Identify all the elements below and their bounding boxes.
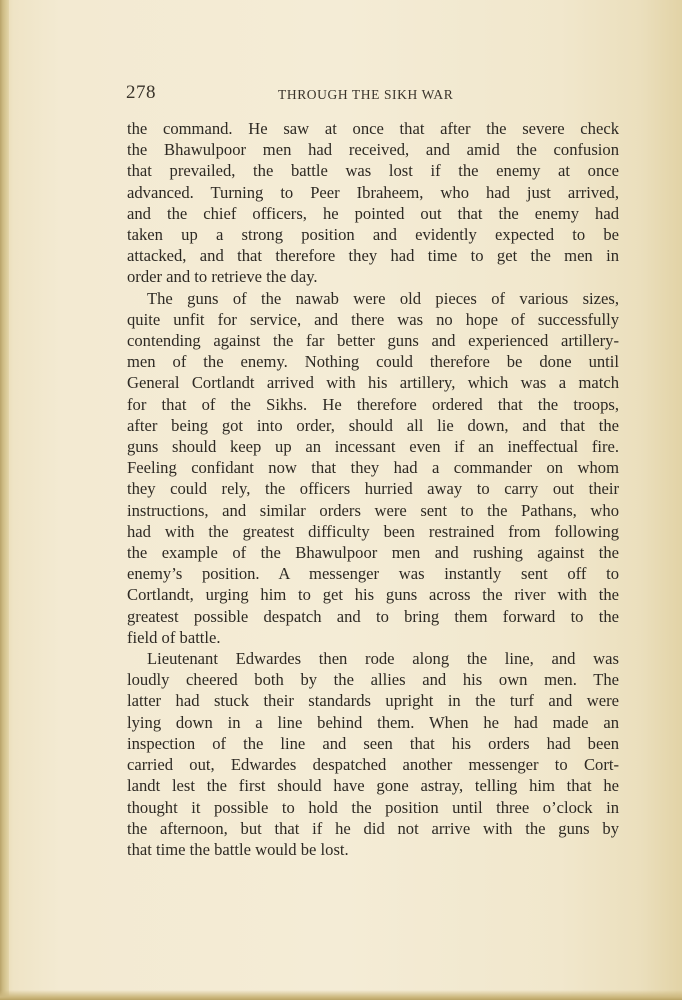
page-header: [126, 82, 620, 106]
text-line: attacked, and that therefore they had time to get the men in: [127, 246, 619, 266]
page-number: 278: [126, 82, 156, 103]
text-line: field of battle.: [127, 627, 221, 647]
text-line: order and to retrieve the day.: [127, 267, 318, 287]
text-line: contending against the far better guns and experienced artillery-: [127, 331, 619, 351]
text-line: taken up a strong position and evidently expected to be: [127, 225, 619, 245]
paragraph: [127, 118, 619, 288]
text-line: the command. He saw at once that after the severe check: [127, 119, 619, 138]
text-line: lying down in a line behind them. When he had made an: [127, 712, 619, 732]
text-line: Lieutenant Edwardes then rode along the line, and was: [147, 649, 619, 669]
text-line: the example of the Bhawulpoor men and rushing against the: [127, 543, 619, 563]
text-line: thought it possible to hold the position until three o’clock in: [127, 797, 619, 817]
text-line: latter had stuck their standards upright in the turf and were: [127, 691, 619, 711]
text-line: instructions, and similar orders were sent to the Pathans, who: [127, 500, 619, 520]
text-line: inspection of the line and seen that his orders had been: [127, 733, 619, 753]
text-line: enemy’s position. A messenger was instantly sent off to: [127, 564, 619, 584]
text-line: men of the enemy. Nothing could therefore be done until: [127, 352, 619, 372]
text-line: loudly cheered both by the allies and his own men. The: [127, 670, 619, 690]
text-line: for that of the Sikhs. He therefore ordered that the troops,: [127, 394, 619, 414]
text-line: greatest possible despatch and to bring them forward to the: [127, 606, 619, 626]
paragraph: [127, 648, 619, 860]
text-line: the afternoon, but that if he did not arrive with the guns by: [127, 818, 619, 838]
text-line: the Bhawulpoor men had received, and amid the confusion: [127, 140, 619, 160]
text-line: landt lest the first should have gone astray, telling him that he: [127, 776, 619, 796]
body-text: [127, 118, 619, 860]
text-line: carried out, Edwardes despatched another messenger to Cort-: [127, 755, 619, 775]
text-line: after being got into order, should all lie down, and that the: [127, 415, 619, 435]
text-line: quite unfit for service, and there was no hope of successfully: [127, 309, 619, 329]
page-bottom-edge: [0, 990, 682, 1000]
text-line: The guns of the nawab were old pieces of various sizes,: [147, 288, 619, 308]
text-line: that time the battle would be lost.: [127, 839, 349, 859]
page-binding-edge: [0, 0, 9, 1000]
text-line: that prevailed, the battle was lost if the enemy at once: [127, 161, 619, 181]
paragraph: [127, 288, 619, 648]
text-line: Feeling confidant now that they had a commander on whom: [127, 458, 619, 478]
text-line: guns should keep up an incessant even if an ineffectual fire.: [127, 437, 619, 457]
text-line: Cortlandt, urging him to get his guns across the river with the: [127, 585, 619, 605]
text-line: and the chief officers, he pointed out that the enemy had: [127, 203, 619, 223]
text-line: had with the greatest difficulty been restrained from following: [127, 521, 619, 541]
text-line: General Cortlandt arrived with his artillery, which was a match: [127, 373, 619, 393]
running-head: THROUGH THE SIKH WAR: [278, 87, 454, 102]
text-line: advanced. Turning to Peer Ibraheem, who had just arrived,: [127, 182, 619, 202]
text-line: they could rely, the officers hurried away to carry out their: [127, 479, 619, 499]
